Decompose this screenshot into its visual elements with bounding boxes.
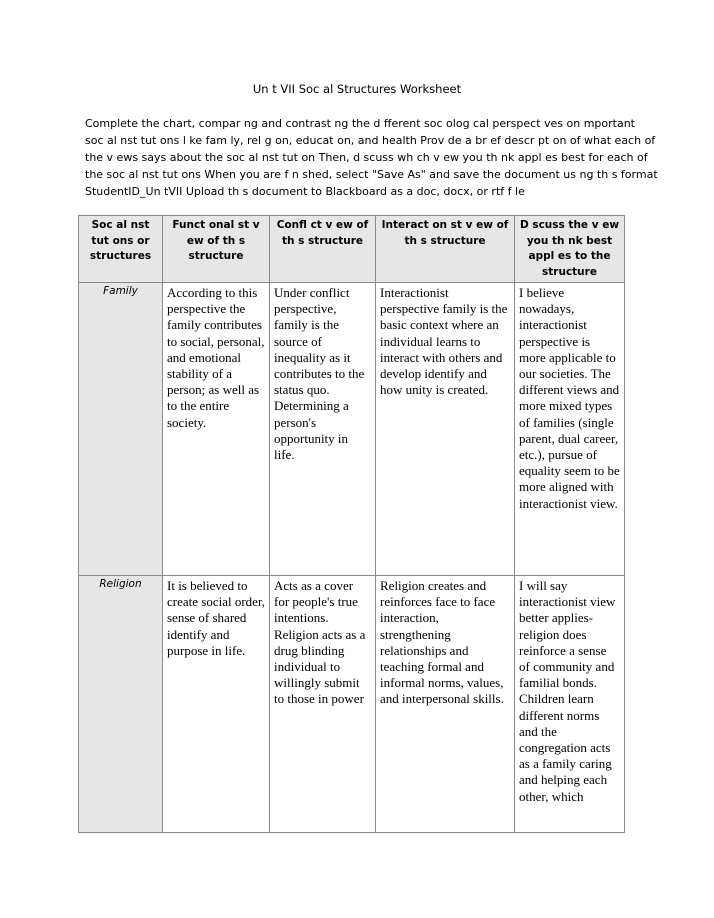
table-row (79, 576, 625, 833)
cell-discussion[interactable]: I believe nowadays, interactionist perspective is more applicable to our societies. The different views and more mixed types of families (single parent, dual career, etc.), pursue of equality seem to be more aligned with interactionist view. (515, 283, 625, 576)
cell-functionalist[interactable]: According to this perspective the family contributes to social, personal, and emotional stability of a person; as well as to the entire society. (163, 283, 270, 576)
header-discussion: D scuss the v ew you th nk best appl es to the structure (515, 216, 625, 283)
instructions-paragraph (85, 115, 658, 200)
header-interactionist: Interact on st v ew of th s structure (376, 216, 515, 283)
header-conflict: Confl ct v ew of th s structure (270, 216, 376, 283)
row-label-religion: Religion (79, 576, 163, 833)
instructions-line: StudentID_Un tVII Upload th s document to Blackboard as a doc, docx, or rtf f le (85, 185, 525, 198)
instructions-line: soc al nst tut ons l ke fam ly, rel g on, educat on, and health Prov de a br ef descr pt on of what each of (85, 134, 656, 147)
cell-interactionist[interactable]: Interactionist perspective family is the basic context where an individual learns to interact with others and develop identify and how unity is created. (376, 283, 515, 576)
table-row (79, 283, 625, 576)
instructions-line: Complete the chart, compar ng and contrast ng the d fferent soc olog cal perspect ves on mportant (85, 117, 635, 130)
instructions-line: the v ews says about the soc al nst tut on Then, d scuss wh ch v ew you th nk appl es best for each of (85, 151, 648, 164)
header-functionalist: Funct onal st v ew of th s structure (163, 216, 270, 283)
worksheet-table (78, 215, 625, 833)
cell-functionalist[interactable]: It is believed to create social order, sense of shared identify and purpose in life. (163, 576, 270, 833)
document-title: Un t VII Soc al Structures Worksheet (252, 82, 462, 96)
header-row (79, 216, 625, 283)
cell-discussion[interactable]: I will say interactionist view better applies- religion does reinforce a sense of community and familial bonds. Children learn different norms and the congregation acts as a family caring and helping each other, which (515, 576, 625, 833)
instructions-line: the soc al nst tut ons When you are f n shed, select "Save As" and save the document us ng th s format (85, 168, 658, 181)
cell-interactionist[interactable]: Religion creates and reinforces face to face interaction, strengthening relationships and teaching formal and informal norms, values, and interpersonal skills. (376, 576, 515, 833)
cell-conflict[interactable]: Under conflict perspective, family is the source of inequality as it contributes to the status quo. Determining a person's opportunity in life. (270, 283, 376, 576)
header-institution: Soc al nst tut ons or structures (79, 216, 163, 283)
cell-conflict[interactable]: Acts as a cover for people's true intentions. Religion acts as a drug blinding individual to willingly submit to those in power (270, 576, 376, 833)
row-label-family: Family (79, 283, 163, 576)
